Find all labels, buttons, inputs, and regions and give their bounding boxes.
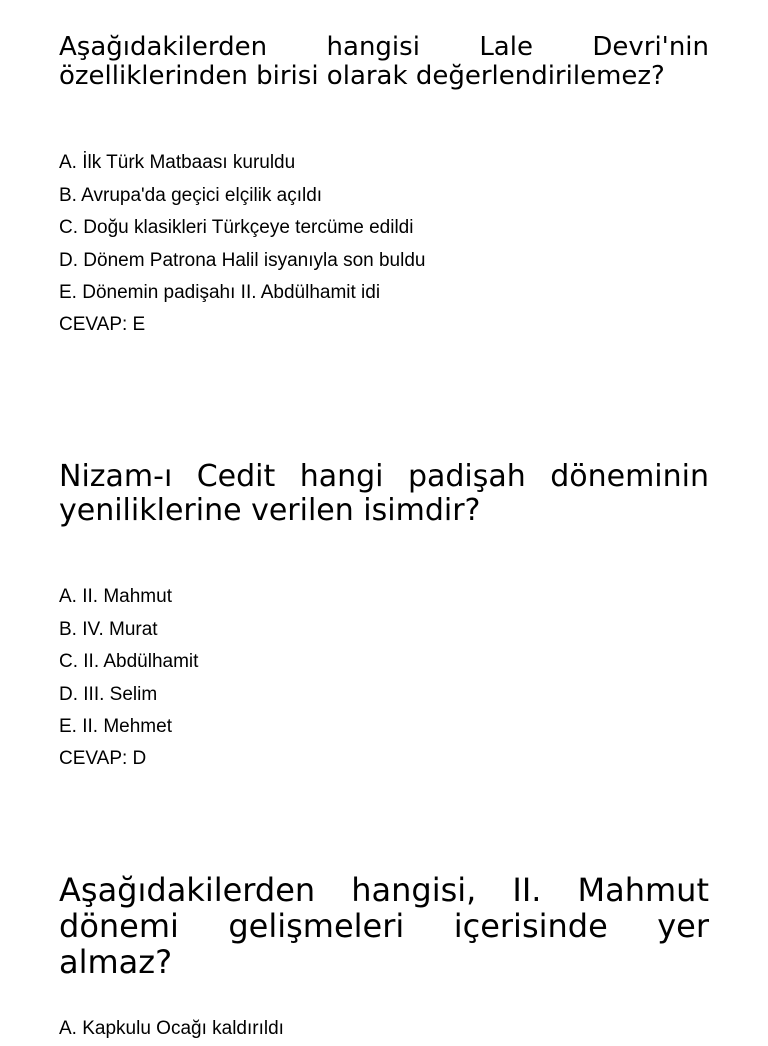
- question-2-options: [59, 581, 198, 744]
- option-b: B. IV. Murat: [59, 618, 158, 640]
- question-2: [59, 459, 709, 769]
- question-1-answer: CEVAP: E: [59, 314, 146, 335]
- option-b: B. Avrupa'da geçici elçilik açıldı: [59, 184, 323, 206]
- option-a: A. Kapkulu Ocağı kaldırıldı: [59, 1018, 284, 1039]
- question-1-options: [59, 147, 425, 310]
- option-c: C. Doğu klasikleri Türkçeye tercüme edildi: [59, 217, 414, 238]
- option-e: E. Dönemin padişahı II. Abdülhamit idi: [59, 282, 381, 303]
- question-2-text: Nizam-ı Cedit hangi padişah döneminin yeniliklerine verilen isimdir?: [59, 459, 709, 528]
- option-c: C. II. Abdülhamit: [59, 651, 199, 672]
- question-3: [59, 871, 709, 1039]
- question-1: [59, 32, 709, 335]
- option-d: D. III. Selim: [59, 683, 158, 705]
- option-d: D. Dönem Patrona Halil isyanıyla son buldu: [59, 249, 426, 271]
- question-3-options: [59, 1013, 284, 1046]
- question-2-answer: CEVAP: D: [59, 748, 147, 769]
- question-1-text: Aşağıdakilerden hangisi Lale Devri'nin özelliklerinden birisi olarak değerlendirilemez?: [59, 32, 709, 91]
- option-a: A. İlk Türk Matbaası kuruldu: [59, 152, 296, 173]
- option-a: A. II. Mahmut: [59, 586, 172, 607]
- question-3-text: Aşağıdakilerden hangisi, II. Mahmut dönemi gelişmeleri içerisinde yer almaz?: [59, 871, 709, 981]
- option-e: E. II. Mehmet: [59, 716, 172, 737]
